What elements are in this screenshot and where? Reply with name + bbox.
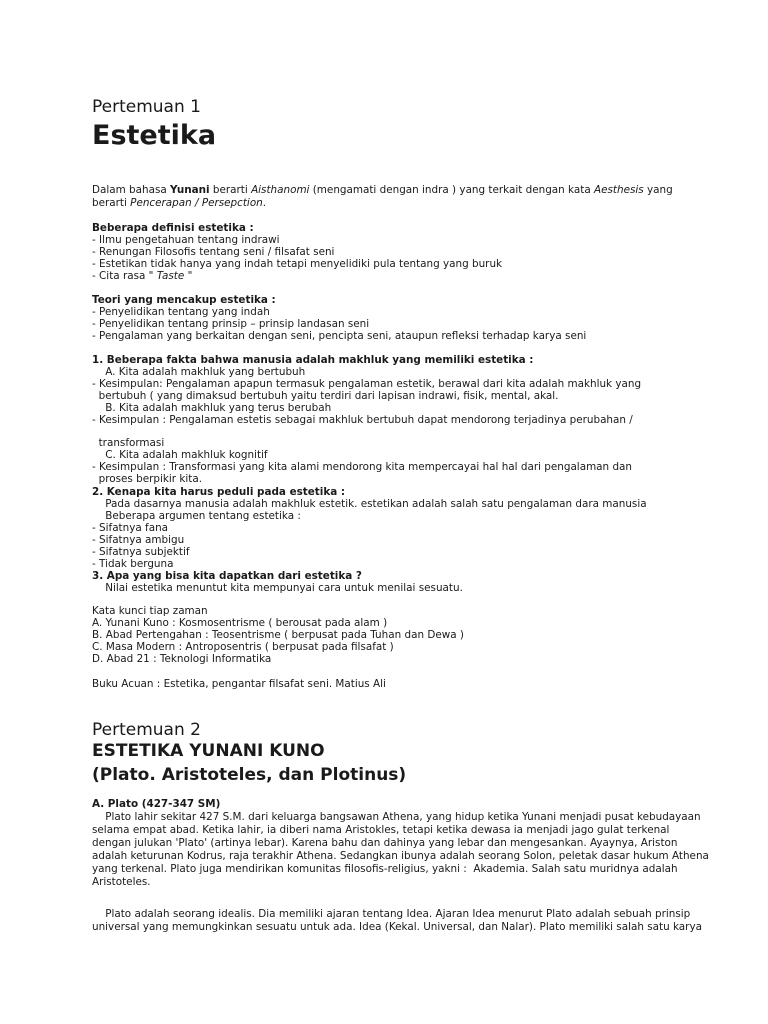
section-1-heading: 1. Beberapa fakta bahwa manusia adalah makhluk yang memiliki estetika : — [92, 354, 534, 366]
section-2-line: - Sifatnya fana — [92, 522, 169, 534]
section-1-line: bertubuh ( yang dimaksud bertubuh yaitu terdiri dari lapisan indrawi, fisik, mental, akal. — [92, 390, 559, 402]
definition-heading: Beberapa definisi estetika : — [92, 222, 254, 234]
meeting-label: Pertemuan 1 — [92, 97, 201, 117]
teori-heading: Teori yang mencakup estetika : — [92, 294, 276, 306]
section-2-line: Pada dasarnya manusia adalah makhluk estetik. estetikan adalah salah satu pengalaman dara manusia — [92, 498, 647, 510]
section-subtitle: (Plato. Aristoteles, dan Plotinus) — [92, 765, 407, 785]
paragraph-line: universal yang memungkinkan sesuatu untuk ada. Idea (Kekal. Universal, dan Nalar). Plato memiliki salah satu karya — [92, 921, 702, 933]
section-3-heading: 3. Apa yang bisa kita dapatkan dari estetika ? — [92, 570, 362, 582]
reference-book: Buku Acuan : Estetika, pengantar filsafat seni. Matius Ali — [92, 678, 386, 690]
section-2-line: Beberapa argumen tentang estetika : — [92, 510, 301, 522]
paragraph-line: selama empat abad. Ketika lahir, ia diberi nama Aristokles, tetapi ketika dewasa ia menjadi jago gulat terkenal — [92, 824, 670, 836]
kata-kunci-item: C. Masa Modern : Antroposentris ( berpusat pada filsafat ) — [92, 641, 394, 653]
section-1-line: C. Kita adalah makhluk kognitif — [92, 449, 268, 461]
kata-kunci-item: A. Yunani Kuno : Kosmosentrisme ( berousat pada alam ) — [92, 617, 388, 629]
teori-item: - Penyelidikan tentang yang indah — [92, 306, 270, 318]
paragraph-line: adalah keturunan Kodrus, raja terakhir Athena. Sedangkan ibunya adalah seorang Solon, peletak dasar hukum Athena — [92, 850, 709, 862]
section-1-line: - Kesimpulan: Pengalaman apapun termasuk pengalaman estetik, berawal dari kita adalah makhluk yang — [92, 378, 642, 390]
page-title: Estetika — [92, 120, 217, 151]
section-2-line: - Sifatnya subjektif — [92, 546, 190, 558]
section-1-line: - Kesimpulan : Transformasi yang kita alami mendorong kita mempercayai hal hal dari pengalaman dan — [92, 461, 632, 473]
paragraph-line: yang terkenal. Plato juga mendirikan komunitas filosofis-religius, yakni : Akademia. Salah satu muridnya adalah — [92, 863, 678, 875]
teori-item: - Pengalaman yang berkaitan dengan seni, pencipta seni, ataupun refleksi terhadap karya seni — [92, 330, 587, 342]
paragraph-line: Plato lahir sekitar 427 S.M. dari keluarga bangsawan Athena, yang hidup ketika Yunani menjadi pusat kebudayaan — [92, 811, 701, 823]
kata-kunci-heading: Kata kunci tiap zaman — [92, 605, 208, 617]
section-3-line: Nilai estetika menuntut kita mempunyai cara untuk menilai sesuatu. — [92, 582, 463, 594]
section-2-line: - Sifatnya ambigu — [92, 534, 185, 546]
meeting-2-label: Pertemuan 2 — [92, 720, 201, 740]
section-1-line: A. Kita adalah makhluk yang bertubuh — [92, 366, 306, 378]
section-1-line: transformasi — [92, 437, 165, 449]
section-1-line: - Kesimpulan : Pengalaman estetis sebagai makhluk bertubuh dapat mendorong terjadinya perubahan / — [92, 414, 633, 426]
section-2-heading: 2. Kenapa kita harus peduli pada estetika : — [92, 486, 346, 498]
definition-item: - Cita rasa " Taste " — [92, 270, 193, 282]
paragraph-line: Aristoteles. — [92, 876, 151, 888]
definition-item: - Estetikan tidak hanya yang indah tetapi menyelidiki pula tentang yang buruk — [92, 258, 503, 270]
intro-line-2: berarti Pencerapan / Persepction. — [92, 197, 267, 209]
paragraph-line: Plato adalah seorang idealis. Dia memiliki ajaran tentang Idea. Ajaran Idea menurut Plato adalah sebuah prinsip — [92, 908, 691, 920]
paragraph-line: dengan julukan 'Plato' (artinya lebar). Karena bahu dan dahinya yang lebar dan mengesankan. Ayaynya, Ariston — [92, 837, 678, 849]
section-1-line: proses berpikir kita. — [92, 473, 202, 485]
section-1-line: B. Kita adalah makhluk yang terus berubah — [92, 402, 332, 414]
section-2-line: - Tidak berguna — [92, 558, 174, 570]
intro-line-1: Dalam bahasa Yunani berarti Aisthanomi (mengamati dengan indra ) yang terkait dengan kata Aesthesis yang — [92, 184, 673, 196]
section-title: ESTETIKA YUNANI KUNO — [92, 741, 325, 761]
kata-kunci-item: B. Abad Pertengahan : Teosentrisme ( berpusat pada Tuhan dan Dewa ) — [92, 629, 464, 641]
definition-item: - Ilmu pengetahuan tentang indrawi — [92, 234, 280, 246]
kata-kunci-item: D. Abad 21 : Teknologi Informatika — [92, 653, 272, 665]
definition-item: - Renungan Filosofis tentang seni / filsafat seni — [92, 246, 335, 258]
plato-heading: A. Plato (427-347 SM) — [92, 798, 221, 810]
teori-item: - Penyelidikan tentang prinsip – prinsip landasan seni — [92, 318, 370, 330]
